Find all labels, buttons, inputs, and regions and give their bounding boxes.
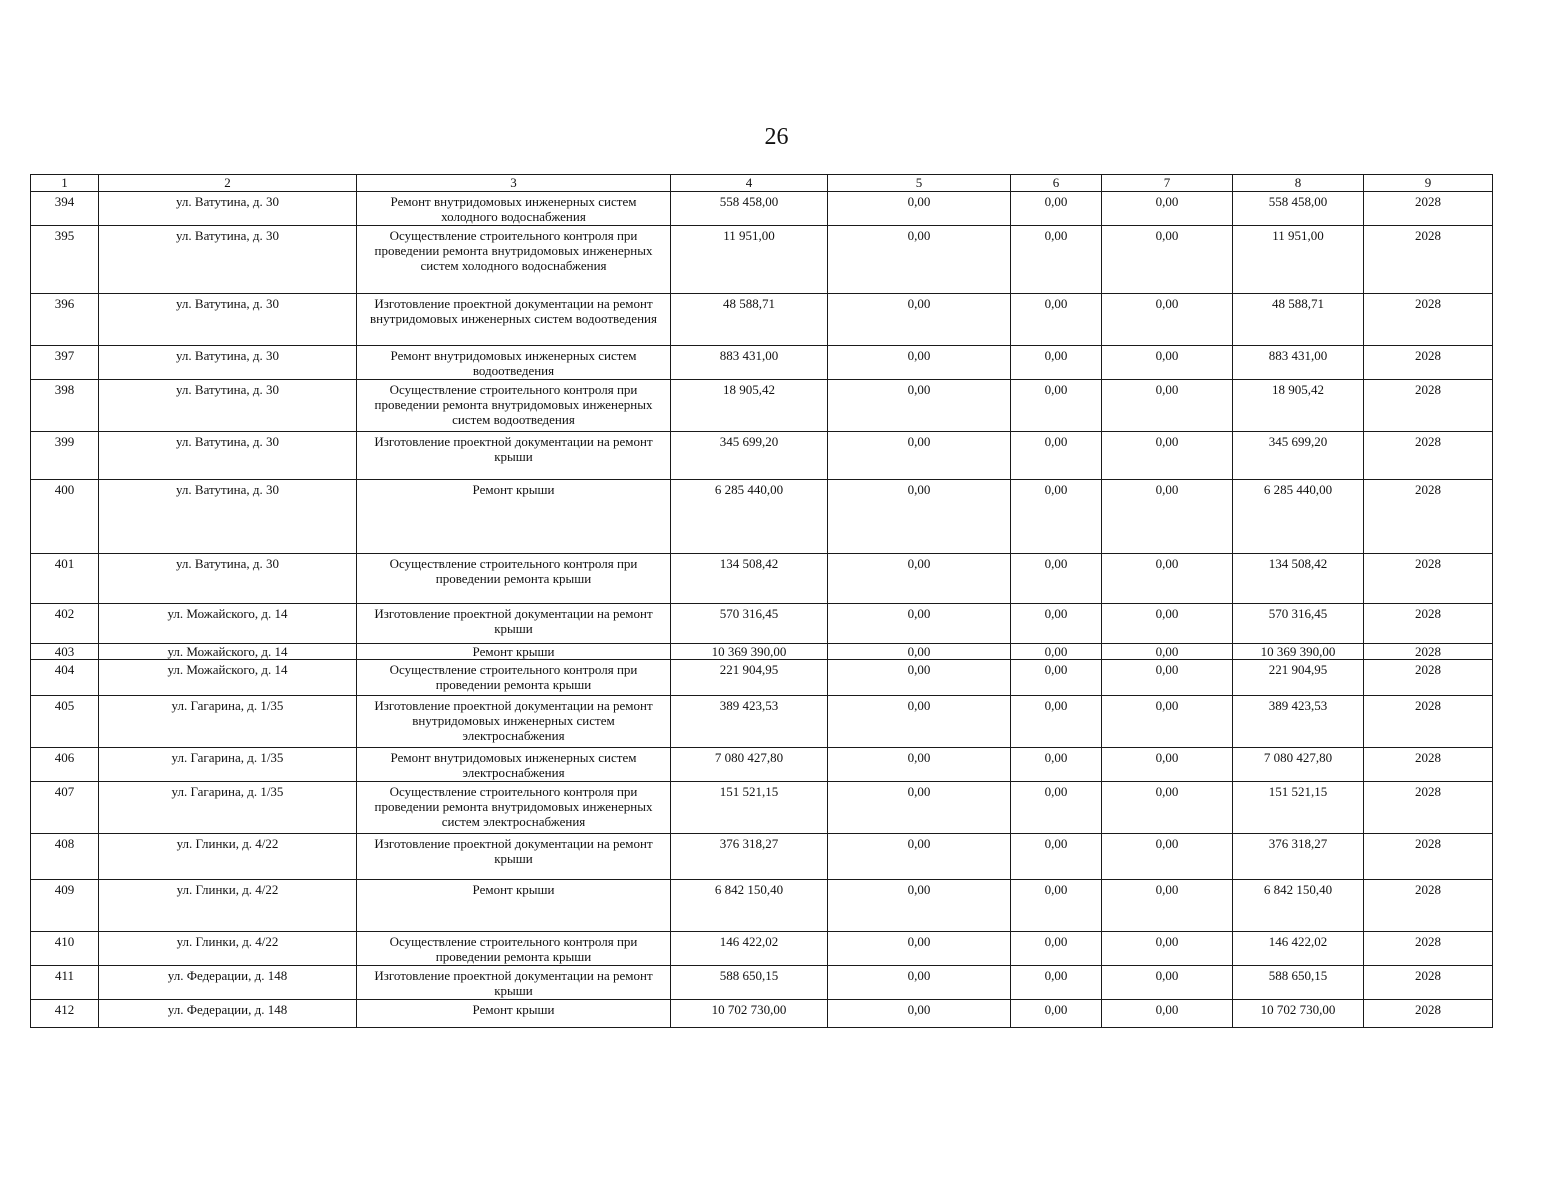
address-cell: ул. Можайского, д. 14 — [99, 604, 357, 644]
amount-cell: 0,00 — [1102, 1000, 1233, 1028]
amount-cell: 0,00 — [1011, 380, 1102, 432]
amount-cell: 10 369 390,00 — [671, 644, 828, 660]
year-cell: 2028 — [1364, 432, 1493, 480]
amount-cell: 10 702 730,00 — [1233, 1000, 1364, 1028]
amount-cell: 0,00 — [1011, 834, 1102, 880]
amount-cell: 0,00 — [828, 696, 1011, 748]
amount-cell: 18 905,42 — [671, 380, 828, 432]
amount-cell: 0,00 — [828, 432, 1011, 480]
amount-cell: 10 702 730,00 — [671, 1000, 828, 1028]
amount-cell: 0,00 — [1011, 346, 1102, 380]
work-type-cell: Изготовление проектной документации на ремонт крыши — [357, 432, 671, 480]
amount-cell: 0,00 — [1011, 1000, 1102, 1028]
address-cell: ул. Ватутина, д. 30 — [99, 380, 357, 432]
amount-cell: 558 458,00 — [671, 192, 828, 226]
row-number: 402 — [31, 604, 99, 644]
work-type-cell: Ремонт внутридомовых инженерных систем электроснабжения — [357, 748, 671, 782]
amount-cell: 0,00 — [828, 294, 1011, 346]
row-number: 404 — [31, 660, 99, 696]
amount-cell: 0,00 — [828, 604, 1011, 644]
year-cell: 2028 — [1364, 604, 1493, 644]
amount-cell: 0,00 — [828, 226, 1011, 294]
year-cell: 2028 — [1364, 226, 1493, 294]
amount-cell: 10 369 390,00 — [1233, 644, 1364, 660]
amount-cell: 0,00 — [1102, 696, 1233, 748]
column-header: 5 — [828, 175, 1011, 192]
row-number: 394 — [31, 192, 99, 226]
year-cell: 2028 — [1364, 554, 1493, 604]
amount-cell: 0,00 — [828, 380, 1011, 432]
amount-cell: 134 508,42 — [1233, 554, 1364, 604]
table-row — [31, 346, 1493, 380]
amount-cell: 7 080 427,80 — [671, 748, 828, 782]
amount-cell: 221 904,95 — [1233, 660, 1364, 696]
amount-cell: 0,00 — [1102, 294, 1233, 346]
page-number: 26 — [764, 124, 789, 150]
row-number: 412 — [31, 1000, 99, 1028]
amount-cell: 0,00 — [828, 644, 1011, 660]
table-row — [31, 782, 1493, 834]
address-cell: ул. Ватутина, д. 30 — [99, 554, 357, 604]
work-type-cell: Изготовление проектной документации на ремонт внутридомовых инженерных систем электроснабжения — [357, 696, 671, 748]
amount-cell: 0,00 — [1011, 226, 1102, 294]
row-number: 396 — [31, 294, 99, 346]
table-row — [31, 554, 1493, 604]
amount-cell: 0,00 — [828, 192, 1011, 226]
row-number: 408 — [31, 834, 99, 880]
amount-cell: 0,00 — [1011, 192, 1102, 226]
row-number: 398 — [31, 380, 99, 432]
amount-cell: 389 423,53 — [1233, 696, 1364, 748]
row-number: 411 — [31, 966, 99, 1000]
table-row — [31, 660, 1493, 696]
amount-cell: 588 650,15 — [671, 966, 828, 1000]
amount-cell: 146 422,02 — [1233, 932, 1364, 966]
table-body — [31, 192, 1493, 1028]
year-cell: 2028 — [1364, 380, 1493, 432]
amount-cell: 48 588,71 — [1233, 294, 1364, 346]
address-cell: ул. Гагарина, д. 1/35 — [99, 748, 357, 782]
amount-cell: 0,00 — [1102, 782, 1233, 834]
amount-cell: 0,00 — [1102, 834, 1233, 880]
amount-cell: 0,00 — [828, 554, 1011, 604]
table-row — [31, 748, 1493, 782]
table-row — [31, 432, 1493, 480]
work-type-cell: Ремонт крыши — [357, 1000, 671, 1028]
work-type-cell: Ремонт крыши — [357, 480, 671, 554]
row-number: 410 — [31, 932, 99, 966]
amount-cell: 0,00 — [828, 748, 1011, 782]
amount-cell: 0,00 — [828, 1000, 1011, 1028]
table-row — [31, 834, 1493, 880]
table-row — [31, 696, 1493, 748]
work-type-cell: Изготовление проектной документации на ремонт крыши — [357, 834, 671, 880]
table-row — [31, 294, 1493, 346]
row-number: 397 — [31, 346, 99, 380]
amount-cell: 0,00 — [828, 932, 1011, 966]
year-cell: 2028 — [1364, 966, 1493, 1000]
address-cell: ул. Ватутина, д. 30 — [99, 480, 357, 554]
amount-cell: 18 905,42 — [1233, 380, 1364, 432]
column-header: 8 — [1233, 175, 1364, 192]
table-row — [31, 480, 1493, 554]
table-row — [31, 380, 1493, 432]
row-number: 395 — [31, 226, 99, 294]
column-header: 3 — [357, 175, 671, 192]
amount-cell: 570 316,45 — [671, 604, 828, 644]
amount-cell: 0,00 — [1102, 644, 1233, 660]
amount-cell: 11 951,00 — [1233, 226, 1364, 294]
amount-cell: 376 318,27 — [1233, 834, 1364, 880]
work-type-cell: Осуществление строительного контроля при проведении ремонта внутридомовых инженерных систем холодного водоснабжения — [357, 226, 671, 294]
table-row — [31, 192, 1493, 226]
table-row — [31, 644, 1493, 660]
amount-cell: 0,00 — [1011, 480, 1102, 554]
address-cell: ул. Глинки, д. 4/22 — [99, 932, 357, 966]
header-row — [31, 175, 1493, 192]
amount-cell: 146 422,02 — [671, 932, 828, 966]
row-number: 401 — [31, 554, 99, 604]
amount-cell: 0,00 — [1011, 696, 1102, 748]
column-header: 6 — [1011, 175, 1102, 192]
amount-cell: 0,00 — [828, 660, 1011, 696]
work-type-cell: Осуществление строительного контроля при проведении ремонта крыши — [357, 554, 671, 604]
amount-cell: 558 458,00 — [1233, 192, 1364, 226]
address-cell: ул. Глинки, д. 4/22 — [99, 880, 357, 932]
address-cell: ул. Ватутина, д. 30 — [99, 226, 357, 294]
row-number: 406 — [31, 748, 99, 782]
column-header: 9 — [1364, 175, 1493, 192]
year-cell: 2028 — [1364, 782, 1493, 834]
table-row — [31, 880, 1493, 932]
amount-cell: 6 285 440,00 — [1233, 480, 1364, 554]
address-cell: ул. Глинки, д. 4/22 — [99, 834, 357, 880]
amount-cell: 7 080 427,80 — [1233, 748, 1364, 782]
amount-cell: 345 699,20 — [671, 432, 828, 480]
column-header: 1 — [31, 175, 99, 192]
table-row — [31, 966, 1493, 1000]
address-cell: ул. Ватутина, д. 30 — [99, 346, 357, 380]
year-cell: 2028 — [1364, 660, 1493, 696]
work-type-cell: Осуществление строительного контроля при проведении ремонта крыши — [357, 660, 671, 696]
amount-cell: 0,00 — [828, 346, 1011, 380]
amount-cell: 0,00 — [1102, 432, 1233, 480]
table-row — [31, 1000, 1493, 1028]
column-header: 7 — [1102, 175, 1233, 192]
amount-cell: 883 431,00 — [1233, 346, 1364, 380]
work-type-cell: Осуществление строительного контроля при проведении ремонта крыши — [357, 932, 671, 966]
year-cell: 2028 — [1364, 834, 1493, 880]
row-number: 409 — [31, 880, 99, 932]
year-cell: 2028 — [1364, 192, 1493, 226]
amount-cell: 48 588,71 — [671, 294, 828, 346]
address-cell: ул. Федерации, д. 148 — [99, 966, 357, 1000]
year-cell: 2028 — [1364, 294, 1493, 346]
amount-cell: 0,00 — [1011, 748, 1102, 782]
amount-cell: 0,00 — [1011, 966, 1102, 1000]
amount-cell: 0,00 — [1011, 644, 1102, 660]
amount-cell: 389 423,53 — [671, 696, 828, 748]
amount-cell: 0,00 — [828, 966, 1011, 1000]
work-type-cell: Ремонт внутридомовых инженерных систем водоотведения — [357, 346, 671, 380]
amount-cell: 0,00 — [828, 782, 1011, 834]
address-cell: ул. Ватутина, д. 30 — [99, 294, 357, 346]
year-cell: 2028 — [1364, 932, 1493, 966]
amount-cell: 883 431,00 — [671, 346, 828, 380]
column-header: 4 — [671, 175, 828, 192]
row-number: 403 — [31, 644, 99, 660]
amount-cell: 11 951,00 — [671, 226, 828, 294]
amount-cell: 0,00 — [1102, 346, 1233, 380]
work-type-cell: Изготовление проектной документации на ремонт крыши — [357, 604, 671, 644]
work-type-cell: Изготовление проектной документации на ремонт внутридомовых инженерных систем водоотведения — [357, 294, 671, 346]
amount-cell: 0,00 — [1011, 660, 1102, 696]
address-cell: ул. Гагарина, д. 1/35 — [99, 696, 357, 748]
amount-cell: 0,00 — [1102, 880, 1233, 932]
work-type-cell: Осуществление строительного контроля при проведении ремонта внутридомовых инженерных систем водоотведения — [357, 380, 671, 432]
address-cell: ул. Федерации, д. 148 — [99, 1000, 357, 1028]
amount-cell: 0,00 — [1011, 432, 1102, 480]
address-cell: ул. Ватутина, д. 30 — [99, 192, 357, 226]
work-type-cell: Ремонт крыши — [357, 644, 671, 660]
work-type-cell: Ремонт крыши — [357, 880, 671, 932]
amount-cell: 0,00 — [1102, 380, 1233, 432]
amount-cell: 376 318,27 — [671, 834, 828, 880]
row-number: 405 — [31, 696, 99, 748]
amount-cell: 6 285 440,00 — [671, 480, 828, 554]
address-cell: ул. Ватутина, д. 30 — [99, 432, 357, 480]
row-number: 399 — [31, 432, 99, 480]
amount-cell: 0,00 — [1102, 604, 1233, 644]
year-cell: 2028 — [1364, 880, 1493, 932]
row-number: 407 — [31, 782, 99, 834]
year-cell: 2028 — [1364, 748, 1493, 782]
column-header: 2 — [99, 175, 357, 192]
year-cell: 2028 — [1364, 480, 1493, 554]
amount-cell: 0,00 — [1011, 604, 1102, 644]
row-number: 400 — [31, 480, 99, 554]
amount-cell: 6 842 150,40 — [1233, 880, 1364, 932]
year-cell: 2028 — [1364, 346, 1493, 380]
amount-cell: 0,00 — [1102, 660, 1233, 696]
amount-cell: 0,00 — [828, 834, 1011, 880]
address-cell: ул. Можайского, д. 14 — [99, 660, 357, 696]
amount-cell: 134 508,42 — [671, 554, 828, 604]
amount-cell: 0,00 — [1102, 932, 1233, 966]
address-cell: ул. Можайского, д. 14 — [99, 644, 357, 660]
amount-cell: 0,00 — [1011, 932, 1102, 966]
amount-cell: 0,00 — [1011, 880, 1102, 932]
work-type-cell: Изготовление проектной документации на ремонт крыши — [357, 966, 671, 1000]
amount-cell: 151 521,15 — [671, 782, 828, 834]
amount-cell: 0,00 — [1102, 480, 1233, 554]
works-table — [30, 174, 1493, 1028]
year-cell: 2028 — [1364, 696, 1493, 748]
amount-cell: 0,00 — [1011, 294, 1102, 346]
amount-cell: 0,00 — [1102, 226, 1233, 294]
amount-cell: 221 904,95 — [671, 660, 828, 696]
table-row — [31, 226, 1493, 294]
amount-cell: 0,00 — [828, 880, 1011, 932]
amount-cell: 151 521,15 — [1233, 782, 1364, 834]
address-cell: ул. Гагарина, д. 1/35 — [99, 782, 357, 834]
amount-cell: 0,00 — [1102, 748, 1233, 782]
table-row — [31, 604, 1493, 644]
amount-cell: 0,00 — [1102, 192, 1233, 226]
amount-cell: 0,00 — [828, 480, 1011, 554]
work-type-cell: Осуществление строительного контроля при проведении ремонта внутридомовых инженерных систем электроснабжения — [357, 782, 671, 834]
amount-cell: 345 699,20 — [1233, 432, 1364, 480]
amount-cell: 570 316,45 — [1233, 604, 1364, 644]
amount-cell: 0,00 — [1102, 554, 1233, 604]
table-row — [31, 932, 1493, 966]
amount-cell: 0,00 — [1011, 782, 1102, 834]
work-type-cell: Ремонт внутридомовых инженерных систем холодного водоснабжения — [357, 192, 671, 226]
amount-cell: 588 650,15 — [1233, 966, 1364, 1000]
year-cell: 2028 — [1364, 1000, 1493, 1028]
year-cell: 2028 — [1364, 644, 1493, 660]
amount-cell: 0,00 — [1102, 966, 1233, 1000]
amount-cell: 6 842 150,40 — [671, 880, 828, 932]
amount-cell: 0,00 — [1011, 554, 1102, 604]
